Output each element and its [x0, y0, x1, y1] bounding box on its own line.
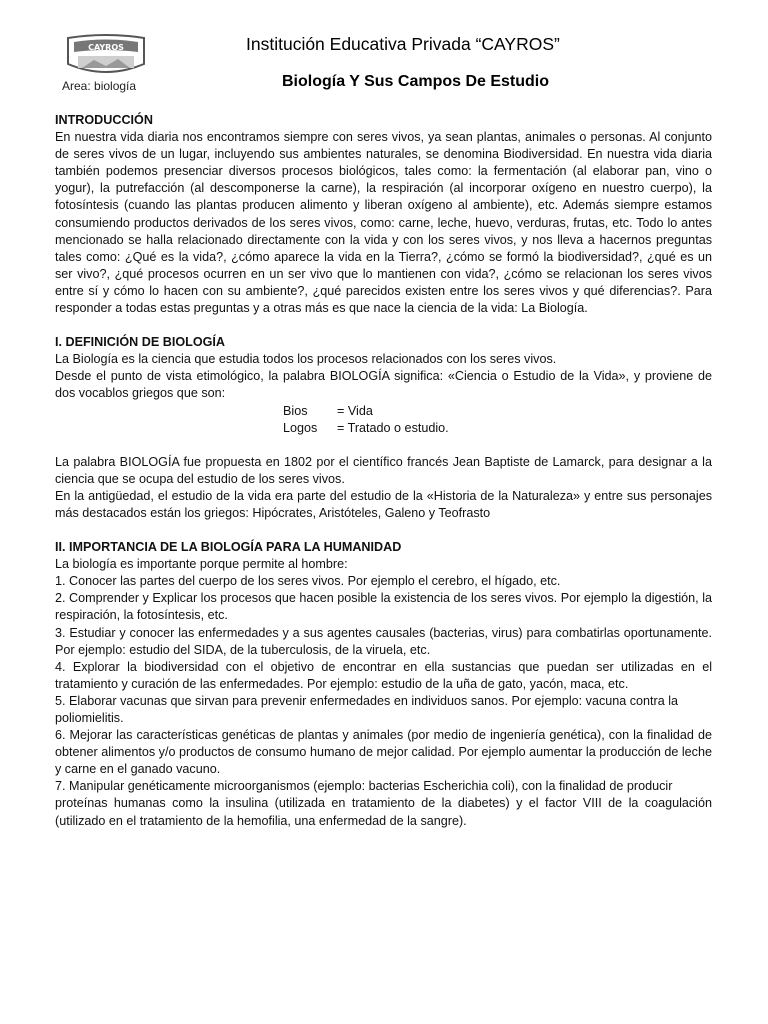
list-item: 7. Manipular genéticamente microorganismos (ejemplo: bacterias Escherichia coli), con la finalidad de producir — [55, 779, 673, 794]
list-item: 4. Explorar la biodiversidad con el objetivo de encontrar en ella sustancias que puedan ser utilizadas en el tratamiento y curación de las enfermedades. Por ejemplo: estudio de la uña de gato, yacón, maca, etc. — [55, 659, 712, 691]
list-item: proteínas humanas como la insulina (utilizada en tratamiento de la diabetes) y el factor VIII de la coagulación (utilizado en el tratamiento de la hemofilia, una enfermedad de la sangre). — [55, 796, 712, 828]
section1-paragraph-3: La palabra BIOLOGÍA fue propuesta en 1802 por el científico francés Jean Baptiste de Lamarck, para designar a la ciencia que se ocupa del estudio de los seres vivos. — [55, 454, 712, 486]
etymology-row-bios — [55, 403, 712, 420]
document-body — [55, 112, 712, 830]
section1-paragraph-1: La Biología es la ciencia que estudia todos los procesos relacionados con los seres vivos. — [55, 352, 557, 367]
intro-paragraph: En nuestra vida diaria nos encontramos siempre con seres vivos, ya sean plantas, animales o personas. Al conjunto de seres vivos de un lugar, incluyendo sus ambientes naturales, se denomina Biodiversidad. En nuestra vida diaria también podemos presenciar diversos procesos biológicos, tales como: la fermentación (al elaborar pan, vino o yogur), la putrefacción (al descomponerse la carne), la respiración (al incorporar oxígeno en nuestro cuerpo), la fotosíntesis (cuando las plantas producen alimento y liberan oxígeno al ambiente), etc. Además siempre estamos consumiendo productos derivados de los seres vivos, como: carne, leche, huevo, verduras, frutas, etc. Todo lo antes mencionado se halla relacionado directamente con la vida y con los seres vivos, y nos lleva a hacernos preguntas tales como: ¿Qué es la vida?, ¿cómo aparece la vida en la Tierra?, ¿cómo se formó la biodiversidad?, ¿qué es un ser vivo?, ¿qué procesos ocurren en un ser vivo que lo mantienen con vida?, ¿cómo se relacionan los seres vivos entre sí y cómo lo hacen con su ambiente?, ¿qué parecidos existen entre los seres vivos y qué diferencias?. Para responder a todas estas preguntas y a otras más es que nace la ciencia de la vida: La Biología. — [55, 130, 712, 316]
section1-heading: I. DEFINICIÓN DE BIOLOGÍA — [55, 335, 226, 350]
section2-intro: La biología es importante porque permite al hombre: — [55, 557, 348, 572]
etymology-word: Logos — [283, 420, 318, 435]
intro-heading: INTRODUCCIÓN — [55, 113, 153, 127]
section1-paragraph-4: En la antigüedad, el estudio de la vida era parte del estudio de la «Historia de la Naturaleza» y entre sus personajes más destacados están los griegos: Hipócrates, Aristóteles, Galeno y Teofrasto — [55, 488, 712, 520]
list-item: 6. Mejorar las características genéticas de plantas y animales (por medio de ingeniería genética), con la finalidad de obtener alimentos y/o productos de consumo humano de mejor calidad. Por ejemplo aumentar la producción de leche y carne en el ganado vacuno. — [55, 728, 712, 777]
etymology-meaning: = Vida — [337, 403, 373, 418]
area-label: Area: biología — [62, 79, 137, 93]
logo-text: CAYROS — [88, 43, 124, 52]
list-item: 2. Comprender y Explicar los procesos que hacen posible la existencia de los seres vivos. Por ejemplo la digestión, la respiración, la fotosíntesis, etc. — [55, 591, 712, 623]
school-logo — [64, 34, 148, 78]
section2-heading: II. IMPORTANCIA DE LA BIOLOGÍA PARA LA HUMANIDAD — [55, 540, 402, 555]
etymology-word: Bios — [283, 403, 308, 418]
section1-paragraph-2: Desde el punto de vista etimológico, la palabra BIOLOGÍA significa: «Ciencia o Estudio de la Vida», y proviene de dos vocablos griegos que son: — [55, 369, 712, 401]
list-item: 5. Elaborar vacunas que sirvan para prevenir enfermedades en individuos sanos. Por ejemplo: vacuna contra la — [55, 693, 679, 708]
etymology-meaning: = Tratado o estudio. — [337, 420, 449, 435]
list-item: 1. Conocer las partes del cuerpo de los seres vivos. Por ejemplo el cerebro, el hígado, etc. — [55, 574, 561, 589]
page-title: Biología Y Sus Campos De Estudio — [282, 73, 550, 90]
etymology-row-logos — [55, 420, 712, 437]
list-item: 3. Estudiar y conocer las enfermedades y a sus agentes causales (bacterias, virus) para combatirlas oportunamente. Por ejemplo: estudio del SIDA, de la tuberculosis, de la viruela, etc. — [55, 625, 712, 657]
institution-name: Institución Educativa Privada “CAYROS” — [246, 34, 560, 54]
list-item: poliomielitis. — [55, 711, 124, 725]
